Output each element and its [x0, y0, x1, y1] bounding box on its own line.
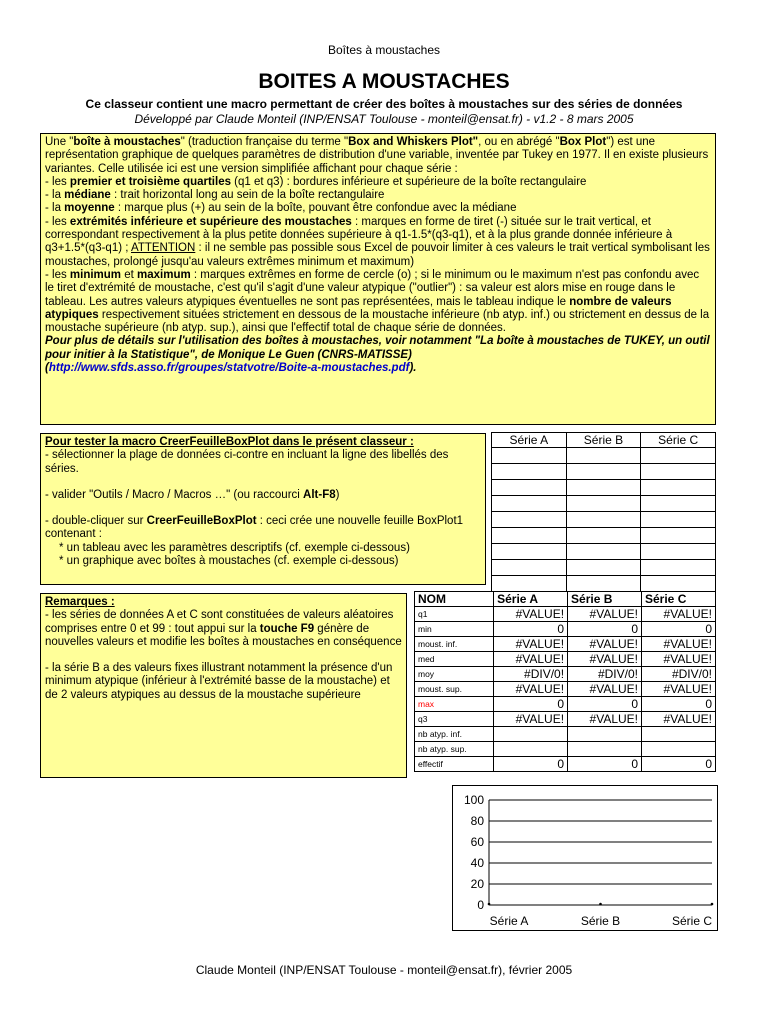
stats-row [415, 667, 716, 682]
intro-bullet-quartiles: - les premier et troisième quartiles (q1 et q3) : bordures inférieure et supérieure de la boîte rectangulaire [45, 175, 587, 188]
stats-cell[interactable]: #VALUE! [642, 682, 716, 697]
data-cell[interactable] [492, 448, 567, 464]
stats-row-label: nb atyp. inf. [415, 727, 494, 742]
stats-row-label: effectif [415, 757, 494, 772]
stats-row [415, 637, 716, 652]
test-step-doubleclick: - double-cliquer sur CreerFeuilleBoxPlot : ceci crée une nouvelle feuille BoxPlot1 contenant : [45, 515, 464, 541]
stats-cell[interactable]: 0 [642, 622, 716, 637]
data-cell[interactable] [641, 528, 716, 544]
test-heading: Pour tester la macro CreerFeuilleBoxPlot dans le présent classeur : [45, 436, 414, 448]
remarks-box [40, 593, 407, 778]
data-cell[interactable] [492, 576, 567, 592]
x-tick-label: Série A [489, 914, 529, 928]
author-line: Développé par Claude Monteil (INP/ENSAT Toulouse - monteil@ensat.fr) - v1.2 - 8 mars 2005 [134, 112, 634, 126]
stats-cell[interactable]: #VALUE! [568, 652, 642, 667]
data-cell[interactable] [641, 544, 716, 560]
test-instructions-box [40, 433, 486, 585]
stats-cell[interactable]: #VALUE! [568, 607, 642, 622]
data-cell[interactable] [641, 448, 716, 464]
stats-table [414, 591, 716, 772]
data-cell[interactable] [641, 496, 716, 512]
stats-row-label: moy [415, 667, 494, 682]
stats-cell[interactable] [642, 742, 716, 757]
data-cell[interactable] [641, 512, 716, 528]
stats-cell[interactable]: #DIV/0! [494, 667, 568, 682]
stats-row-label: med [415, 652, 494, 667]
reference-link[interactable]: http://www.sfds.asso.fr/groupes/statvotre/Boite-a-moustaches.pdf [48, 362, 410, 375]
data-cell[interactable] [566, 512, 641, 528]
stats-cell[interactable] [642, 727, 716, 742]
test-step-select: - sélectionner la plage de données ci-contre en incluant la ligne des libellés des séries. [45, 449, 449, 475]
stats-row [415, 757, 716, 772]
stats-cell[interactable] [568, 727, 642, 742]
stats-row-label: min [415, 622, 494, 637]
chart-frame [453, 786, 718, 931]
stats-cell[interactable]: #VALUE! [494, 712, 568, 727]
stats-header-nom: NOM [415, 592, 494, 607]
data-point [488, 903, 491, 906]
stats-cell[interactable]: #DIV/0! [568, 667, 642, 682]
data-cell[interactable] [566, 464, 641, 480]
y-tick-label: 100 [463, 793, 484, 807]
data-cell[interactable] [641, 560, 716, 576]
data-cell[interactable] [492, 512, 567, 528]
data-cell[interactable] [492, 480, 567, 496]
stats-row-label: moust. sup. [415, 682, 494, 697]
stats-header-c: Série C [642, 592, 716, 607]
stats-row [415, 607, 716, 622]
test-step-validate: - valider "Outils / Macro / Macros …" (ou raccourci Alt-F8) [45, 488, 340, 501]
stats-cell[interactable]: 0 [642, 757, 716, 772]
stats-cell[interactable]: 0 [568, 697, 642, 712]
data-cell[interactable] [492, 560, 567, 576]
stats-cell[interactable] [494, 742, 568, 757]
remark-series-ac: - les séries de données A et C sont constituées de valeurs aléatoires comprises entre 0 et 99 : tout appui sur la touche F9 génère de nouvelles valeurs et modifie les boîtes à moustaches en conséquence [45, 609, 402, 648]
stats-cell[interactable]: #DIV/0! [642, 667, 716, 682]
stats-row-label: q1 [415, 607, 494, 622]
data-cell[interactable] [641, 480, 716, 496]
data-cell[interactable] [566, 448, 641, 464]
data-cell[interactable] [566, 528, 641, 544]
stats-row-label: nb atyp. sup. [415, 742, 494, 757]
data-point [599, 903, 602, 906]
intro-bullet-minmax: - les minimum et maximum : marques extrêmes en forme de cercle (o) ; si le minimum ou le maximum n'est pas confondu avec le tiret d'extrémité de moustache, c'est qu'il s'agit d'une valeur atypique ("outlier") : sa valeur est alors mise en rouge dans le tableau. Les autres valeurs atypiques éventuelles ne sont pas représentées, mais le tableau indique le nombre de valeurs atypiques respectivement situées strictement en dessous de la moustache inférieure (nb atyp. inf.) ou strictement en dessus de la moustache supérieure (nb atyp. sup.), ainsi que l'effectif total de chaque série de données. [45, 268, 710, 335]
stats-cell[interactable]: 0 [494, 697, 568, 712]
intro-box [40, 133, 716, 425]
stats-header-b: Série B [568, 592, 642, 607]
data-cell[interactable] [492, 544, 567, 560]
data-cell[interactable] [492, 496, 567, 512]
stats-cell[interactable]: #VALUE! [642, 637, 716, 652]
remarks-heading: Remarques : [45, 596, 115, 608]
page-subtitle: Ce classeur contient une macro permettant de créer des boîtes à moustaches sur des séries de données [85, 97, 683, 111]
stats-cell[interactable]: #VALUE! [568, 712, 642, 727]
stats-cell[interactable]: 0 [494, 622, 568, 637]
intro-bullet-mean: - la moyenne : marque plus (+) au sein de la boîte, pouvant être confondue avec la médiane [45, 202, 517, 215]
x-tick-label: Série B [580, 914, 621, 928]
data-cell[interactable] [492, 528, 567, 544]
remark-series-b: - la série B a des valeurs fixes illustrant notamment la présence d'un minimum atypique (inférieur à l'extrémité basse de la moustache) et de 2 valeurs atypiques au dessus de la moustache supérieure [45, 662, 393, 701]
y-tick-label: 60 [470, 835, 484, 849]
data-header-c[interactable]: Série C [641, 433, 716, 448]
test-step-chart: * un graphique avec boîtes à moustaches (cf. exemple ci-dessous) [59, 555, 399, 568]
data-cell[interactable] [566, 496, 641, 512]
data-cell[interactable] [566, 544, 641, 560]
data-cell[interactable] [641, 464, 716, 480]
data-cell[interactable] [566, 560, 641, 576]
intro-bullet-median: - la médiane : trait horizontal long au sein de la boîte rectangulaire [45, 189, 385, 202]
stats-row [415, 742, 716, 757]
data-input-table [491, 432, 716, 592]
data-cell[interactable] [641, 576, 716, 592]
stats-row [415, 682, 716, 697]
stats-cell[interactable]: #VALUE! [642, 607, 716, 622]
stats-row [415, 652, 716, 667]
stats-cell[interactable]: #VALUE! [494, 637, 568, 652]
test-step-table: * un tableau avec les paramètres descriptifs (cf. exemple ci-dessous) [59, 541, 410, 554]
y-tick-label: 20 [470, 877, 484, 891]
stats-cell[interactable] [494, 727, 568, 742]
stats-cell[interactable] [568, 742, 642, 757]
data-header-b[interactable]: Série B [566, 433, 641, 448]
stats-cell[interactable]: 0 [568, 622, 642, 637]
data-cell[interactable] [492, 464, 567, 480]
x-tick-label: Série C [671, 914, 712, 928]
boxplot-chart[interactable] [452, 785, 718, 931]
stats-cell[interactable]: #VALUE! [494, 682, 568, 697]
stats-cell[interactable]: 0 [494, 757, 568, 772]
y-tick-label: 0 [477, 898, 484, 912]
page-title: BOITES A MOUSTACHES [258, 70, 510, 93]
stats-cell[interactable]: #VALUE! [568, 682, 642, 697]
stats-cell[interactable]: 0 [642, 697, 716, 712]
stats-cell[interactable]: #VALUE! [494, 607, 568, 622]
stats-row-label: moust. inf. [415, 637, 494, 652]
stats-row [415, 712, 716, 727]
stats-row-label-max: max [415, 697, 494, 712]
small-title: Boîtes à moustaches [327, 43, 441, 57]
intro-bullet-whiskers: - les extrémités inférieure et supérieure des moustaches : marques en forme de tiret (-) située sur le trait vertical, et correspondant respectivement à la plus petite données supérieure à q1-1.5*(q3-q1), et à la plus grande donnée inférieure à q3+1.5*(q3-q1) ; ATTENTION : il ne semble pas possible sous Excel de pouvoir limiter à ces valeurs le trait vertical symbolisant les moustaches, prolongé jusqu'au valeurs extrêmes minimum et maximum) [45, 215, 710, 268]
stats-cell[interactable]: #VALUE! [568, 637, 642, 652]
stats-row [415, 697, 716, 712]
stats-row-label: q3 [415, 712, 494, 727]
data-cell[interactable] [566, 480, 641, 496]
intro-more-info: Pour plus de détails sur l'utilisation des boîtes à moustaches, voir notamment "La boîte à moustaches de TUKEY, un outil pour initier à la Statistique", de Monique Le Guen (CNRS-MATISSE) (http://www.sfds.asso.fr/groupes/statvotre/Boite-a-moustaches.pdf). [45, 335, 710, 375]
data-header-a[interactable]: Série A [492, 433, 567, 448]
data-point [711, 903, 714, 906]
stats-header-a: Série A [494, 592, 568, 607]
page-footer: Claude Monteil (INP/ENSAT Toulouse - monteil@ensat.fr), février 2005 [195, 963, 573, 977]
stats-row [415, 727, 716, 742]
intro-paragraph: Une "boîte à moustaches" (traduction française du terme "Box and Whiskers Plot", ou en abrégé "Box Plot") est une représentation graphique de quelques paramètres de distribution d'une variable, inventée par Tukey en 1977. Il en existe plusieurs variantes. Celle utilisée ici est une version simplifiée affichant pour chaque série : [45, 136, 709, 175]
y-tick-label: 80 [470, 814, 484, 828]
stats-cell[interactable]: #VALUE! [642, 712, 716, 727]
stats-cell[interactable]: 0 [568, 757, 642, 772]
stats-cell[interactable]: #VALUE! [494, 652, 568, 667]
data-cell[interactable] [566, 576, 641, 592]
y-tick-label: 40 [470, 856, 484, 870]
stats-cell[interactable]: #VALUE! [642, 652, 716, 667]
stats-row [415, 622, 716, 637]
